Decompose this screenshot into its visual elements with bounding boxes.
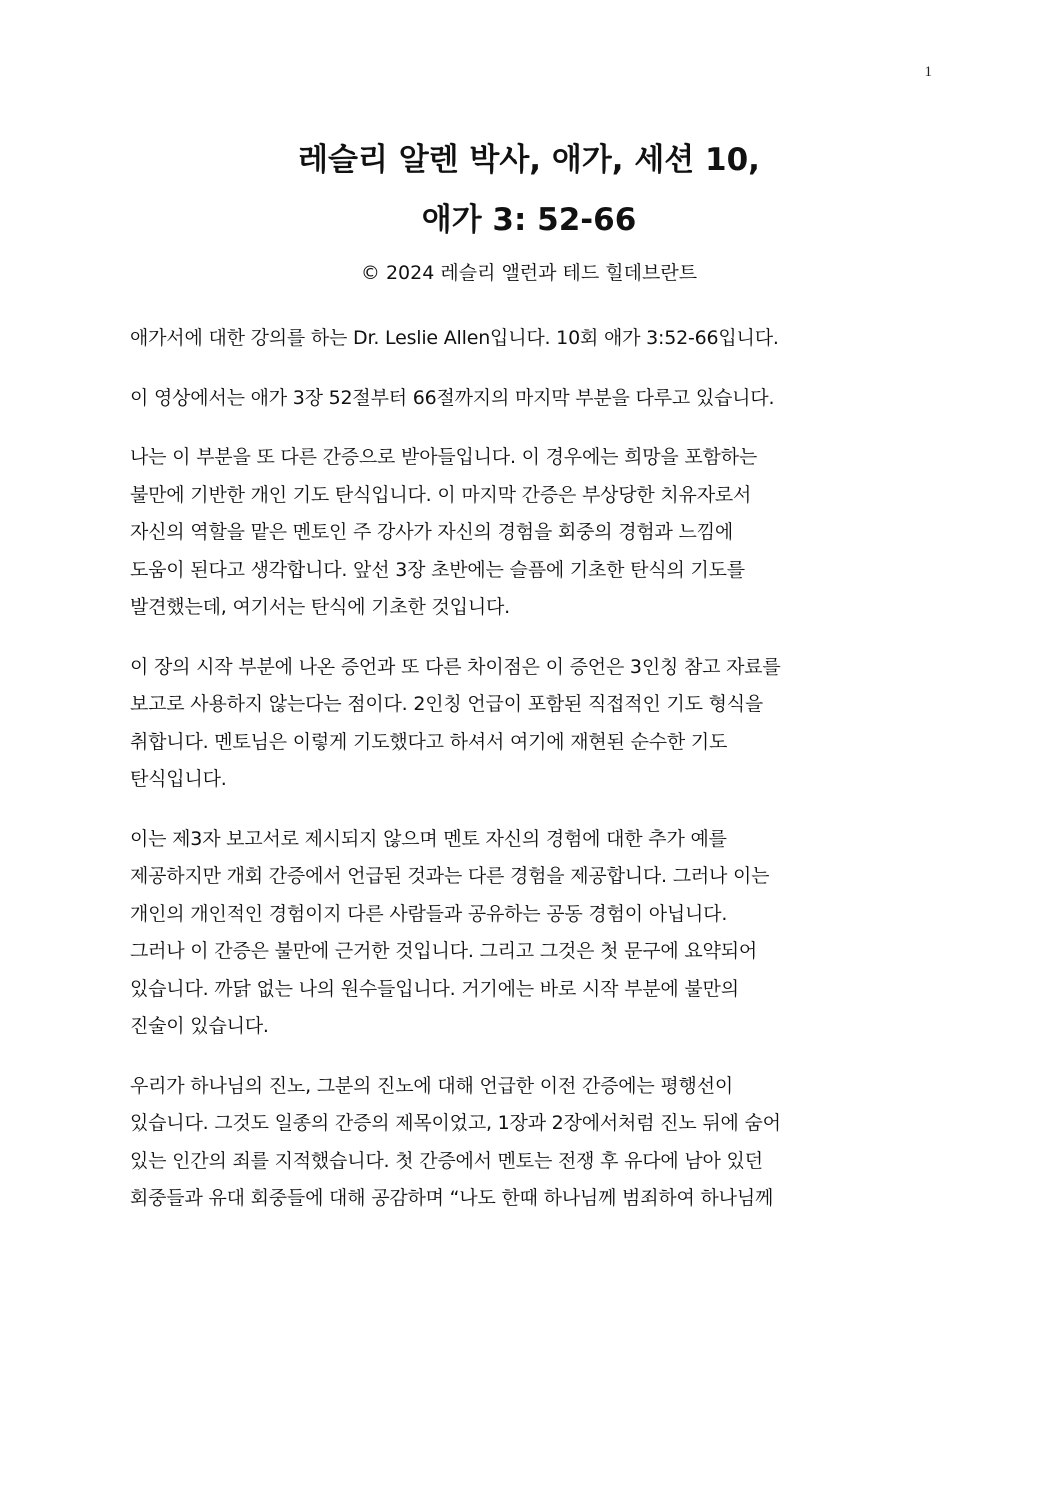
text-line: 자신의 역할을 맡은 멘토인 주 강사가 자신의 경험을 회중의 경험과 느낌에 [130,521,734,543]
document-header [0,130,1058,292]
text-line: 발견했는데, 여기서는 탄식에 기초한 것입니다. [130,596,510,618]
text-line: 이 영상에서는 애가 3장 52절부터 66절까지의 마지막 부분을 다루고 있습니다. [130,386,775,409]
text-line: 그러나 이 간증은 불만에 근거한 것입니다. 그리고 그것은 첫 문구에 요약되어 [130,940,758,962]
title-line-2: 애가 3: 52-66 [421,202,637,238]
title-line-1: 레슬리 알렌 박사, 애가, 세션 10, [298,142,760,178]
text-line: 취합니다. 멘토님은 이렇게 기도했다고 하셔서 여기에 재현된 순수한 기도 [130,730,728,753]
text-line: 도움이 된다고 생각합니다. 앞선 3장 초반에는 슬픔에 기초한 탄식의 기도를 [130,558,745,581]
text-line: 진술이 있습니다. [130,1015,269,1037]
text-line: 이는 제3자 보고서로 제시되지 않으며 멘토 자신의 경험에 대한 추가 예를 [130,827,727,850]
text-line: 나는 이 부분을 또 다른 간증으로 받아들입니다. 이 경우에는 희망을 포함하는 [130,446,758,468]
paragraph-5 [130,821,930,1046]
text-line: 애가서에 대한 강의를 하는 Dr. Leslie Allen입니다. 10회 애가 3:52-66입니다. [130,327,779,349]
paragraph-6 [130,1068,930,1218]
copyright-notice: © 2024 레슬리 앨런과 테드 힐데브란트 [360,262,698,284]
text-line: 우리가 하나님의 진노, 그분의 진노에 대해 언급한 이전 간증에는 평행선이 [130,1074,734,1097]
text-line: 불만에 기반한 개인 기도 탄식입니다. 이 마지막 간증은 부상당한 치유자로서 [130,483,752,506]
paragraph-2 [130,380,930,418]
document-body [130,320,930,1240]
text-line: 있는 인간의 죄를 지적했습니다. 첫 간증에서 멘토는 전쟁 후 유다에 남아 있던 [130,1149,763,1172]
text-line: 이 장의 시작 부분에 나온 증언과 또 다른 차이점은 이 증언은 3인칭 참고 자료를 [130,655,781,678]
text-line: 회중들과 유대 회중들에 대해 공감하며 “나도 한때 하나님께 범죄하여 하나님께 [130,1187,774,1209]
paragraph-4 [130,649,930,799]
text-line: 제공하지만 개회 간증에서 언급된 것과는 다른 경험을 제공합니다. 그러나 이는 [130,865,770,887]
text-line: 탄식입니다. [130,768,227,790]
text-line: 보고로 사용하지 않는다는 점이다. 2인칭 언급이 포함된 직접적인 기도 형식을 [130,693,764,715]
text-line: 있습니다. 까닭 없는 나의 원수들입니다. 거기에는 바로 시작 부분에 불만의 [130,977,739,1000]
text-line: 있습니다. 그것도 일종의 간증의 제목이었고, 1장과 2장에서처럼 진노 뒤에 숨어 [130,1112,781,1134]
paragraph-1 [130,320,930,358]
text-line: 개인의 개인적인 경험이지 다른 사람들과 공유하는 공동 경험이 아닙니다. [130,902,728,925]
paragraph-3 [130,439,930,627]
page-number: 1 [924,64,932,80]
